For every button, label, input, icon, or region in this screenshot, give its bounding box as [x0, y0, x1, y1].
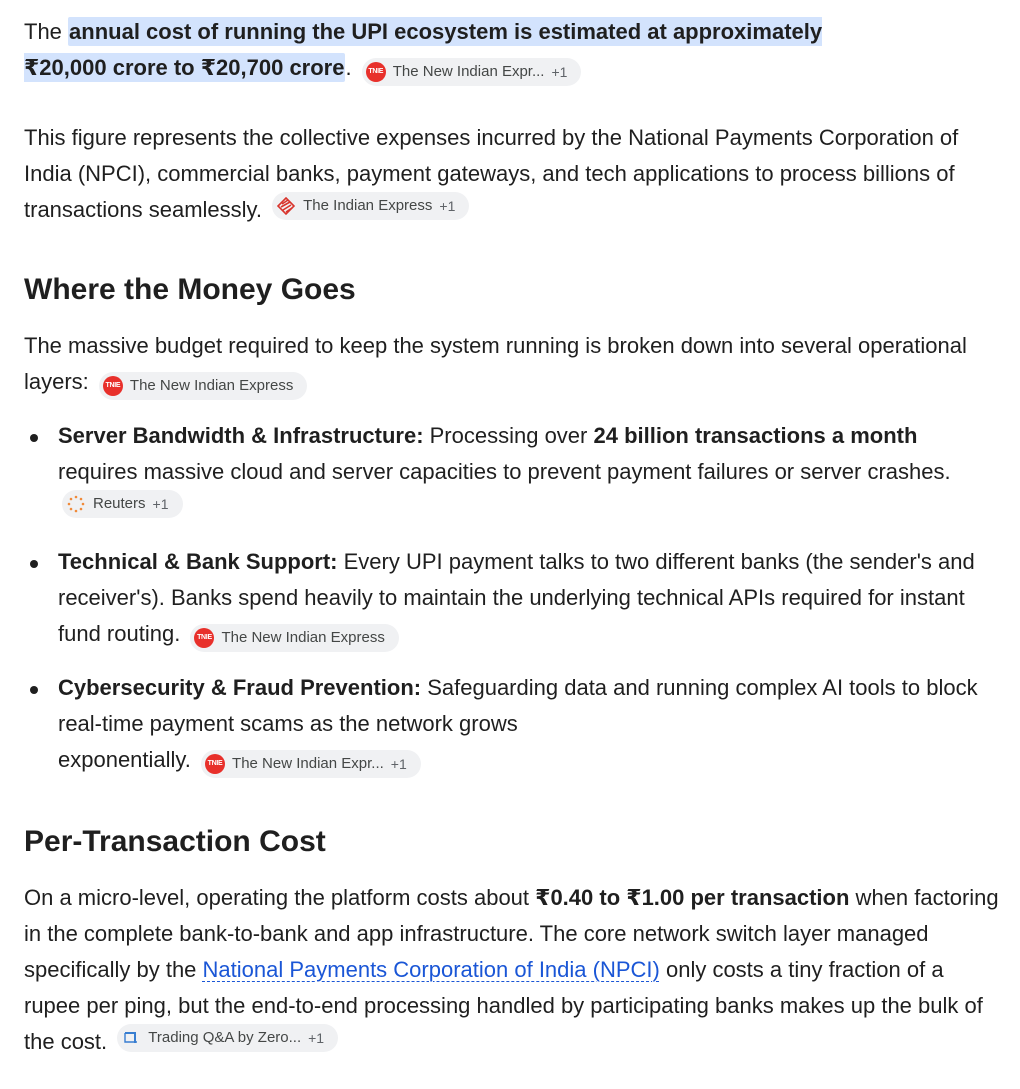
bullet-title: Technical & Bank Support: — [58, 549, 338, 574]
source-chip-count: +1 — [152, 496, 169, 512]
source-chip-count: +1 — [308, 1030, 325, 1046]
figure-paragraph — [24, 120, 1002, 228]
section2-text: On a micro-level, operating the platform costs about — [24, 885, 536, 910]
bullet-text: Every UPI payment talks to two different banks (the sender's and receiver's). Banks spend heavily to maintain the underlying technical APIs required for instant fund routing. — [58, 549, 975, 646]
npci-link[interactable]: National Payments Corporation of India (NPCI) — [202, 957, 660, 982]
section-heading-per-transaction: Per-Transaction Cost — [24, 825, 326, 858]
bullet-text: Processing over — [423, 423, 594, 448]
source-chip-label: The New Indian Expr... — [232, 755, 384, 772]
bullet-title: Cybersecurity & Fraud Prevention: — [58, 675, 422, 700]
source-chip-count: +1 — [551, 64, 568, 80]
cost-breakdown-list — [24, 418, 1002, 778]
source-chip[interactable] — [272, 192, 469, 220]
section2-text: only costs a tiny fraction of a rupee per ping, but the end-to-end processing handled by participating banks makes up the bulk of the cost. — [24, 957, 983, 1054]
intro-paragraph — [24, 14, 1002, 86]
bullet-dot — [30, 686, 38, 694]
highlight-line-1: annual cost of running the UPI ecosystem is estimated at approximately — [69, 19, 823, 44]
section2-bold-text: ₹0.40 to ₹1.00 per transaction — [535, 885, 850, 910]
bullet-text: requires massive cloud and server capacities to prevent payment failures or server crashes. — [58, 459, 951, 484]
list-item — [24, 670, 1002, 778]
bullet-bold-text: 24 billion transactions a month — [593, 423, 918, 448]
bullet-title: Server Bandwidth & Infrastructure: — [58, 423, 424, 448]
source-chip-label: The Indian Express — [303, 197, 433, 214]
source-chip-label: The New Indian Expr... — [392, 63, 545, 80]
bullet-dot — [30, 434, 38, 442]
section1-intro — [24, 328, 1002, 400]
figure-paragraph-text: This figure represents the collective expenses incurred by the National Payments Corporation of India (NPCI), commercial banks, payment gateways, and tech applications to process billions of transactions seamlessly. — [24, 125, 959, 222]
source-chip-label: Reuters — [93, 495, 146, 512]
highlight-line-2: ₹20,000 crore to ₹20,700 crore — [24, 55, 345, 80]
list-item — [24, 418, 1002, 526]
list-item — [24, 544, 1002, 652]
source-chip-label: Trading Q&A by Zero... — [148, 1029, 302, 1046]
source-chip[interactable] — [362, 58, 582, 86]
source-chip-count: +1 — [390, 756, 407, 772]
tnie-logo-icon: TNIE — [205, 754, 225, 774]
bullet-text: exponentially. — [58, 747, 191, 772]
section2-paragraph — [24, 880, 1002, 1060]
source-chip[interactable] — [62, 490, 183, 518]
tnie-logo-icon: TNIE — [194, 628, 214, 648]
intro-tail: . — [345, 55, 352, 80]
source-chip[interactable] — [117, 1024, 338, 1052]
source-chip[interactable] — [99, 372, 307, 400]
tnie-logo-icon: TNIE — [366, 62, 386, 82]
source-chip[interactable] — [201, 750, 421, 778]
source-chip-label: The New Indian Express — [129, 377, 294, 394]
bullet-dot — [30, 560, 38, 568]
tnie-logo-icon: TNIE — [103, 376, 123, 396]
zerodha-logo-icon — [121, 1028, 141, 1048]
source-chip-count: +1 — [439, 198, 456, 214]
reuters-logo-icon — [66, 494, 86, 514]
section2-text: when factoring in the complete bank-to-bank and app infrastructure. The core network switch layer managed specifically by the — [24, 885, 999, 982]
source-chip-label: The New Indian Express — [221, 629, 385, 646]
bullet-text: Safeguarding data and running complex AI tools to block real-time payment scams as the network grows — [58, 675, 978, 736]
indian-express-logo-icon — [276, 196, 296, 216]
section-heading-money: Where the Money Goes — [24, 273, 356, 306]
source-chip[interactable] — [190, 624, 398, 652]
intro-lead: The — [24, 19, 69, 44]
section1-intro-text: The massive budget required to keep the system running is broken down into several operational layers: — [24, 333, 967, 394]
